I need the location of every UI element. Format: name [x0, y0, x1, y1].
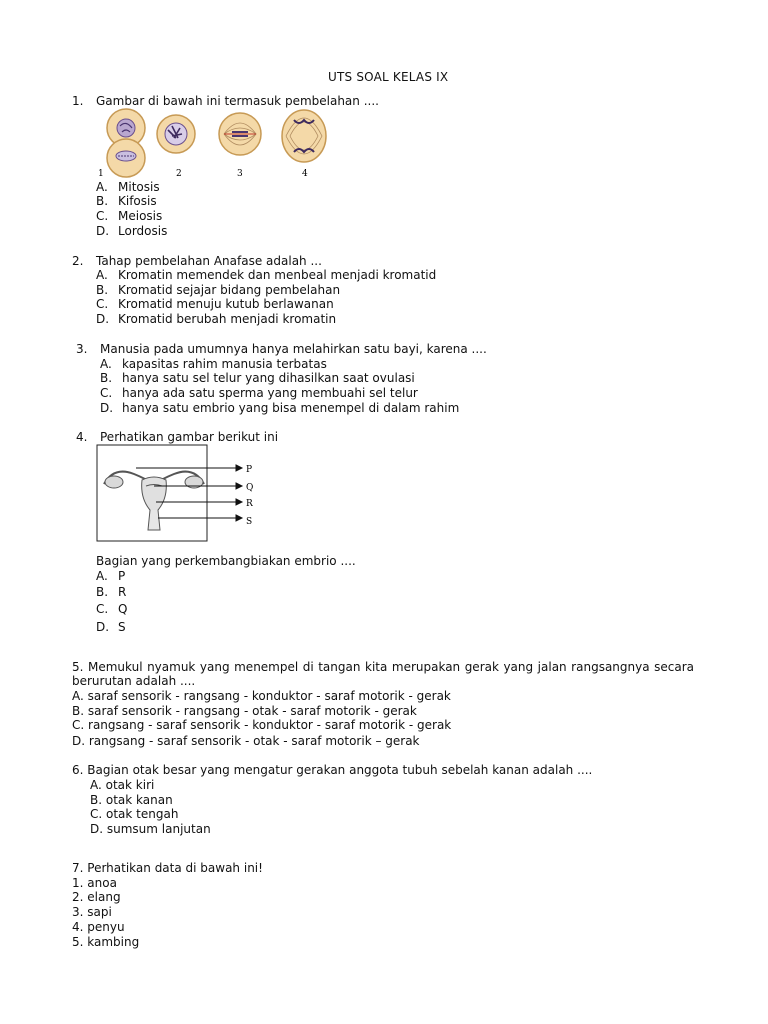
q6-option: D. sumsum lanjutan: [90, 822, 211, 836]
q2-option-label: A.: [96, 268, 108, 282]
q4-option-text: P: [118, 569, 126, 583]
q1-option-label: C.: [96, 209, 109, 223]
q4-number: 4.: [76, 430, 88, 444]
q3-number: 3.: [76, 342, 88, 356]
q4-option-label: A.: [96, 569, 108, 583]
q6-option: B. otak kanan: [90, 793, 173, 807]
cell-division-figure: [96, 108, 336, 180]
q5-option: D. rangsang - saraf sensorik - otak - saraf motorik – gerak: [72, 734, 420, 748]
q3-option-label: C.: [100, 386, 113, 400]
q5-text-cont: berurutan adalah ....: [72, 674, 196, 688]
q3-option-label: A.: [100, 357, 112, 371]
q4-option-text: S: [118, 620, 126, 634]
fig2-label-p: P: [246, 465, 253, 475]
q3-option-text: hanya ada satu sperma yang membuahi sel telur: [122, 386, 418, 400]
q2-option-text: Kromatin memendek dan menbeal menjadi kromatid: [118, 268, 437, 282]
q7-item: 4. penyu: [72, 920, 125, 934]
cell-4-image: [282, 110, 326, 162]
q1-option-text: Kifosis: [118, 194, 157, 208]
q7-item: 3. sapi: [72, 905, 112, 919]
q2-number: 2.: [72, 254, 84, 268]
q7-item: 2. elang: [72, 890, 121, 904]
reproductive-organ-figure: [96, 444, 266, 544]
q2-text: Tahap pembelahan Anafase adalah ...: [96, 254, 322, 268]
q2-option-text: Kromatid menuju kutub berlawanan: [118, 297, 334, 311]
q5-text: 5. Memukul nyamuk yang menempel di tangan kita merupakan gerak yang jalan rangsangnya secara: [72, 660, 694, 674]
q4-option-label: C.: [96, 602, 109, 616]
page-title: UTS SOAL KELAS IX: [328, 70, 449, 84]
q1-option-text: Meiosis: [118, 209, 163, 223]
cell-1-image: [107, 109, 145, 177]
q1-option-label: D.: [96, 224, 110, 238]
q5-option: B. saraf sensorik - rangsang - otak - saraf motorik - gerak: [72, 704, 417, 718]
q3-option-label: B.: [100, 371, 113, 385]
q4-option-text: R: [118, 585, 127, 599]
q4-question: Bagian yang perkembangbiakan embrio ....: [96, 554, 356, 568]
cell-2-image: [157, 115, 195, 153]
q1-option-label: A.: [96, 180, 108, 194]
q3-text: Manusia pada umumnya hanya melahirkan satu bayi, karena ....: [100, 342, 487, 356]
q5-option: A. saraf sensorik - rangsang - konduktor - saraf motorik - gerak: [72, 689, 451, 703]
q6-option: C. otak tengah: [90, 807, 179, 821]
q7-item: 1. anoa: [72, 876, 117, 890]
q6-text: 6. Bagian otak besar yang mengatur gerakan anggota tubuh sebelah kanan adalah ....: [72, 763, 593, 777]
q3-option-text: hanya satu sel telur yang dihasilkan saat ovulasi: [122, 371, 415, 385]
q2-option-label: D.: [96, 312, 110, 326]
fig2-label-r: R: [246, 499, 253, 509]
fig1-label-1: 1: [98, 169, 104, 179]
q5-option: C. rangsang - saraf sensorik - konduktor - saraf motorik - gerak: [72, 718, 452, 732]
fig1-label-4: 4: [302, 169, 308, 179]
q4-text: Perhatikan gambar berikut ini: [100, 430, 279, 444]
q6-option: A. otak kiri: [90, 778, 155, 792]
q1-text: Gambar di bawah ini termasuk pembelahan ....: [96, 94, 379, 108]
q1-option-text: Lordosis: [118, 224, 168, 238]
q4-option-label: B.: [96, 585, 109, 599]
q7-item: 5. kambing: [72, 935, 140, 949]
q3-option-label: D.: [100, 401, 114, 415]
cell-3-image: [219, 113, 261, 155]
q2-option-label: C.: [96, 297, 109, 311]
q1-option-text: Mitosis: [118, 180, 160, 194]
q3-option-text: kapasitas rahim manusia terbatas: [122, 357, 327, 371]
fig1-label-3: 3: [237, 169, 243, 179]
fig2-label-q: Q: [246, 483, 254, 493]
q2-option-label: B.: [96, 283, 109, 297]
fig1-label-2: 2: [176, 169, 182, 179]
q1-option-label: B.: [96, 194, 109, 208]
q4-option-text: Q: [118, 602, 128, 616]
q1-number: 1.: [72, 94, 84, 108]
q7-text: 7. Perhatikan data di bawah ini!: [72, 861, 263, 875]
q2-option-text: Kromatid sejajar bidang pembelahan: [118, 283, 341, 297]
fig2-label-s: S: [246, 517, 253, 527]
q3-option-text: hanya satu embrio yang bisa menempel di dalam rahim: [122, 401, 460, 415]
q4-option-label: D.: [96, 620, 110, 634]
q2-option-text: Kromatid berubah menjadi kromatin: [118, 312, 337, 326]
